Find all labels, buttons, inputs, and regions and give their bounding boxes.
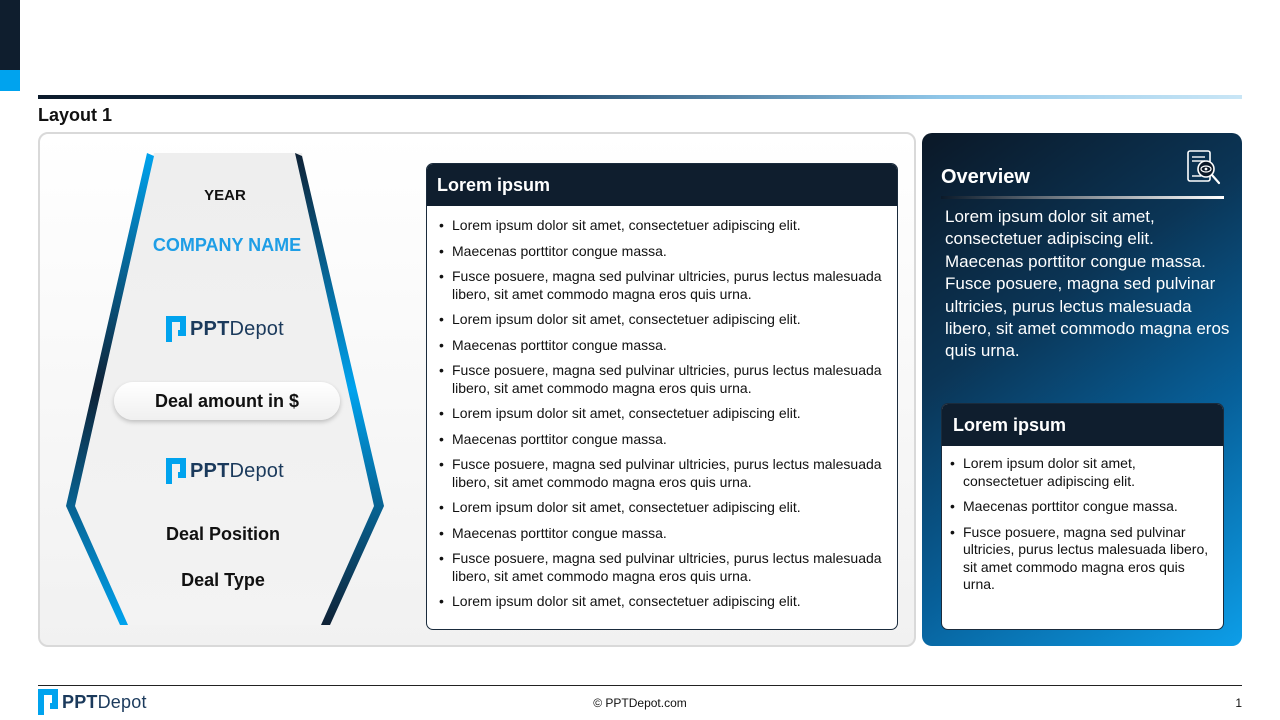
overview-card [941, 403, 1224, 630]
list-item: • Lorem ipsum dolor sit amet, consectetuer adipiscing elit. [439, 405, 887, 423]
year-label: YEAR [204, 187, 246, 204]
overview-rule [941, 196, 1224, 199]
corner-accent-blue [0, 70, 20, 91]
list-item: • Lorem ipsum dolor sit amet, consectetuer adipiscing elit. [439, 311, 887, 329]
list-item: • Lorem ipsum dolor sit amet, consectetuer adipiscing elit. [439, 593, 887, 611]
copyright-text: © PPTDepot.com [593, 696, 687, 710]
company-name: COMPANY NAME [152, 235, 302, 255]
list-item: • Maecenas porttitor congue massa. [439, 525, 887, 543]
logo-text: PPTDepot [190, 459, 284, 482]
company-logo [166, 316, 284, 342]
footer-rule [38, 685, 1242, 686]
logo-text: PPTDepot [62, 691, 147, 712]
deal-amount-pill: Deal amount in $ [114, 382, 340, 420]
list-item: • Maecenas porttitor congue massa. [439, 337, 887, 355]
list-item: • Fusce posuere, magna sed pulvinar ultricies, purus lectus malesuada libero, sit amet commodo magna eros quis urna. [439, 550, 887, 585]
overview-title: Overview [941, 166, 1030, 188]
page-title: Layout 1 [38, 105, 113, 125]
list-item: • Maecenas porttitor congue massa. [950, 498, 1213, 516]
deal-position-label: Deal Position [165, 524, 281, 544]
pptdepot-logo-icon [166, 458, 186, 484]
list-item: • Fusce posuere, magna sed pulvinar ultricies, purus lectus malesuada libero, sit amet commodo magna eros quis urna. [439, 268, 887, 303]
list-item: • Maecenas porttitor congue massa. [439, 431, 887, 449]
logo-text: PPTDepot [190, 317, 284, 340]
partner-logo [166, 458, 284, 484]
list-item: • Lorem ipsum dolor sit amet, consectetuer adipiscing elit. [950, 455, 1213, 490]
footer-logo [38, 689, 147, 715]
list-item: • Lorem ipsum dolor sit amet, consectetuer adipiscing elit. [439, 499, 887, 517]
corner-accent-dark [0, 0, 20, 70]
overview-text: Lorem ipsum dolor sit amet, consectetuer adipiscing elit. Maecenas porttitor congue massa. Fusce posuere, magna sed pulvinar ultricies, purus lectus malesuada libero, sit amet commodo magna eros quis urna. [945, 207, 1230, 361]
header-rule [38, 95, 1242, 99]
pptdepot-logo-icon [166, 316, 186, 342]
main-content-card [426, 163, 898, 630]
overview-card-list [942, 446, 1223, 594]
overview-card-title: Lorem ipsum [942, 404, 1223, 446]
pptdepot-logo-icon [38, 689, 58, 715]
document-search-icon [1185, 148, 1223, 188]
list-item: • Maecenas porttitor congue massa. [439, 243, 887, 261]
deal-type-label: Deal Type [181, 570, 265, 590]
list-item: • Fusce posuere, magna sed pulvinar ultricies, purus lectus malesuada libero, sit amet commodo magna eros quis urna. [439, 456, 887, 491]
list-item: • Fusce posuere, magna sed pulvinar ultricies, purus lectus malesuada libero, sit amet commodo magna eros quis urna. [950, 524, 1213, 594]
page-number: 1 [1235, 696, 1242, 710]
list-item: • Lorem ipsum dolor sit amet, consectetuer adipiscing elit. [439, 217, 887, 235]
main-card-list [427, 206, 897, 611]
list-item: • Fusce posuere, magna sed pulvinar ultricies, purus lectus malesuada libero, sit amet commodo magna eros quis urna. [439, 362, 887, 397]
main-card-title: Lorem ipsum [427, 164, 897, 206]
